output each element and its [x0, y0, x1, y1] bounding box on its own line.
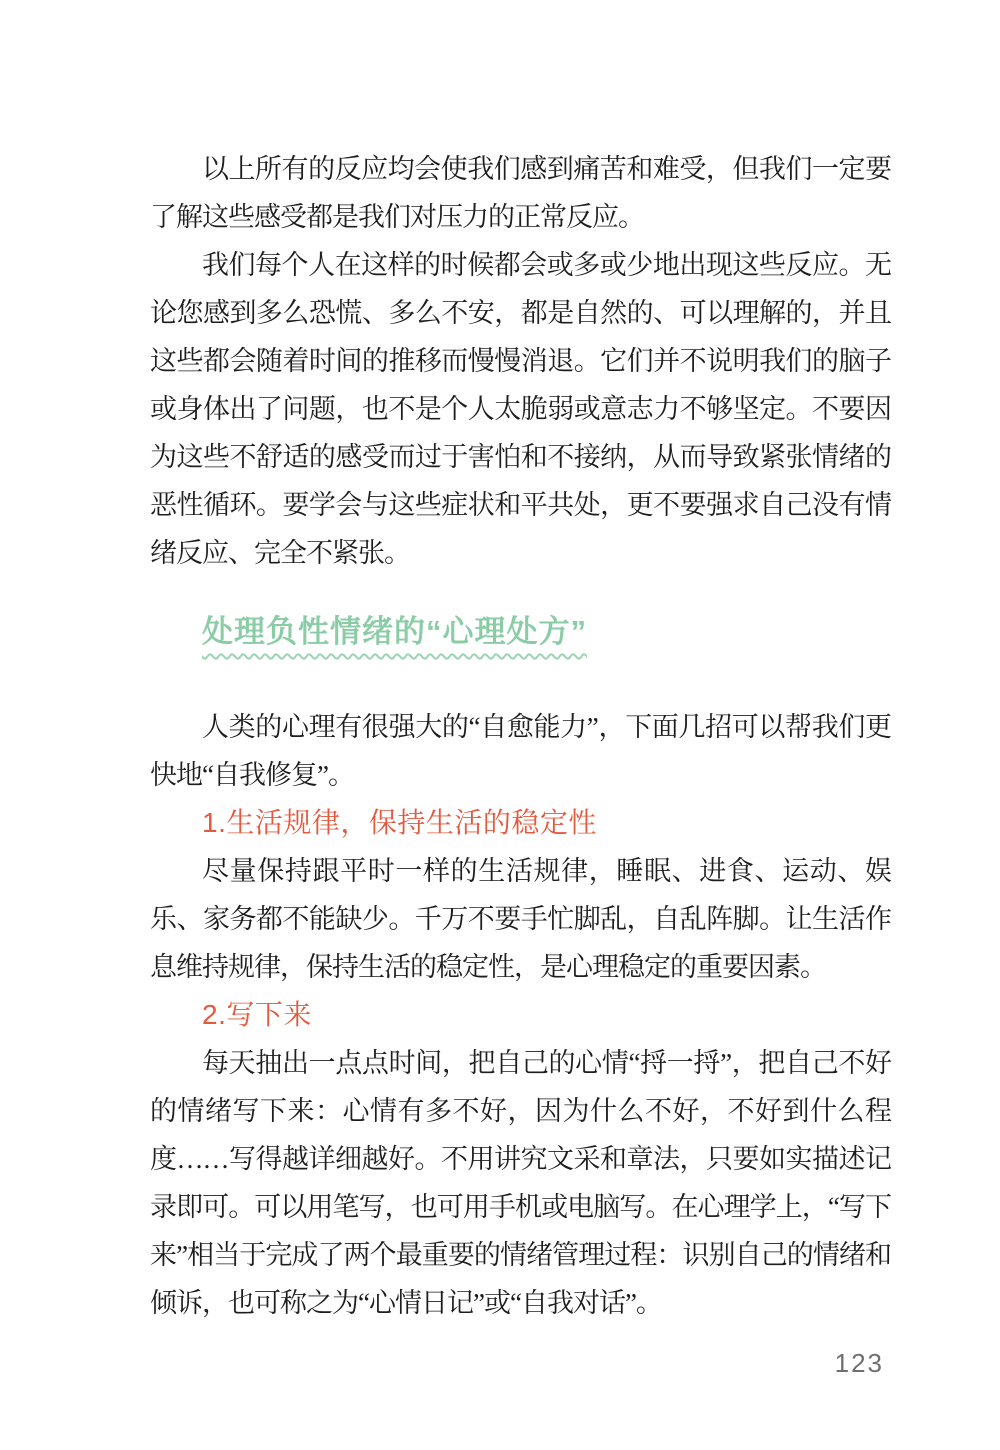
- paragraph-stress-reactions: 以上所有的反应均会使我们感到痛苦和难受，但我们一定要了解这些感受都是我们对压力的正常反应。: [150, 154, 891, 232]
- paragraph-write-it-down: 每天抽出一点点时间，把自己的心情“捋一捋”，把自己不好的情绪写下来：心情有多不好，因为什么不好，不好到什么程度……写得越详细越好。不用讲究文采和章法，只要如实描述记录即可。可以用笔写，也可用手机或电脑写。在心理学上，“写下来”相当于完成了两个最重要的情绪管理过程：识别自己的情绪和倾诉，也可称之为“心情日记”或“自我对话”。: [150, 1048, 891, 1318]
- paragraph-life-routine: 尽量保持跟平时一样的生活规律，睡眠、进食、运动、娱乐、家务都不能缺少。千万不要手忙脚乱，自乱阵脚。让生活作息维持规律，保持生活的稳定性，是心理稳定的重要因素。: [150, 856, 891, 982]
- paragraph-normal-responses: 我们每个人在这样的时候都会或多或少地出现这些反应。无论您感到多么恐慌、多么不安，都是自然的、可以理解的，并且这些都会随着时间的推移而慢慢消退。它们并不说明我们的脑子或身体出了问题，也不是个人太脆弱或意志力不够坚定。不要因为这些不舒适的感受而过于害怕和不接纳，从而导致紧张情绪的恶性循环。要学会与这些症状和平共处，更不要强求自己没有情绪反应、完全不紧张。: [150, 250, 891, 568]
- subheading-2-write-it-down: 2.写下来: [202, 999, 312, 1030]
- section-heading-psych-prescription: 处理负性情绪的“心理处方”: [202, 614, 587, 649]
- text-column: [150, 145, 891, 1327]
- paragraph-section-intro: 人类的心理有很强大的“自愈能力”，下面几招可以帮我们更快地“自我修复”。: [150, 712, 891, 790]
- page-number: 123: [834, 1348, 884, 1378]
- subheading-1-life-routine: 1.生活规律，保持生活的稳定性: [202, 807, 597, 838]
